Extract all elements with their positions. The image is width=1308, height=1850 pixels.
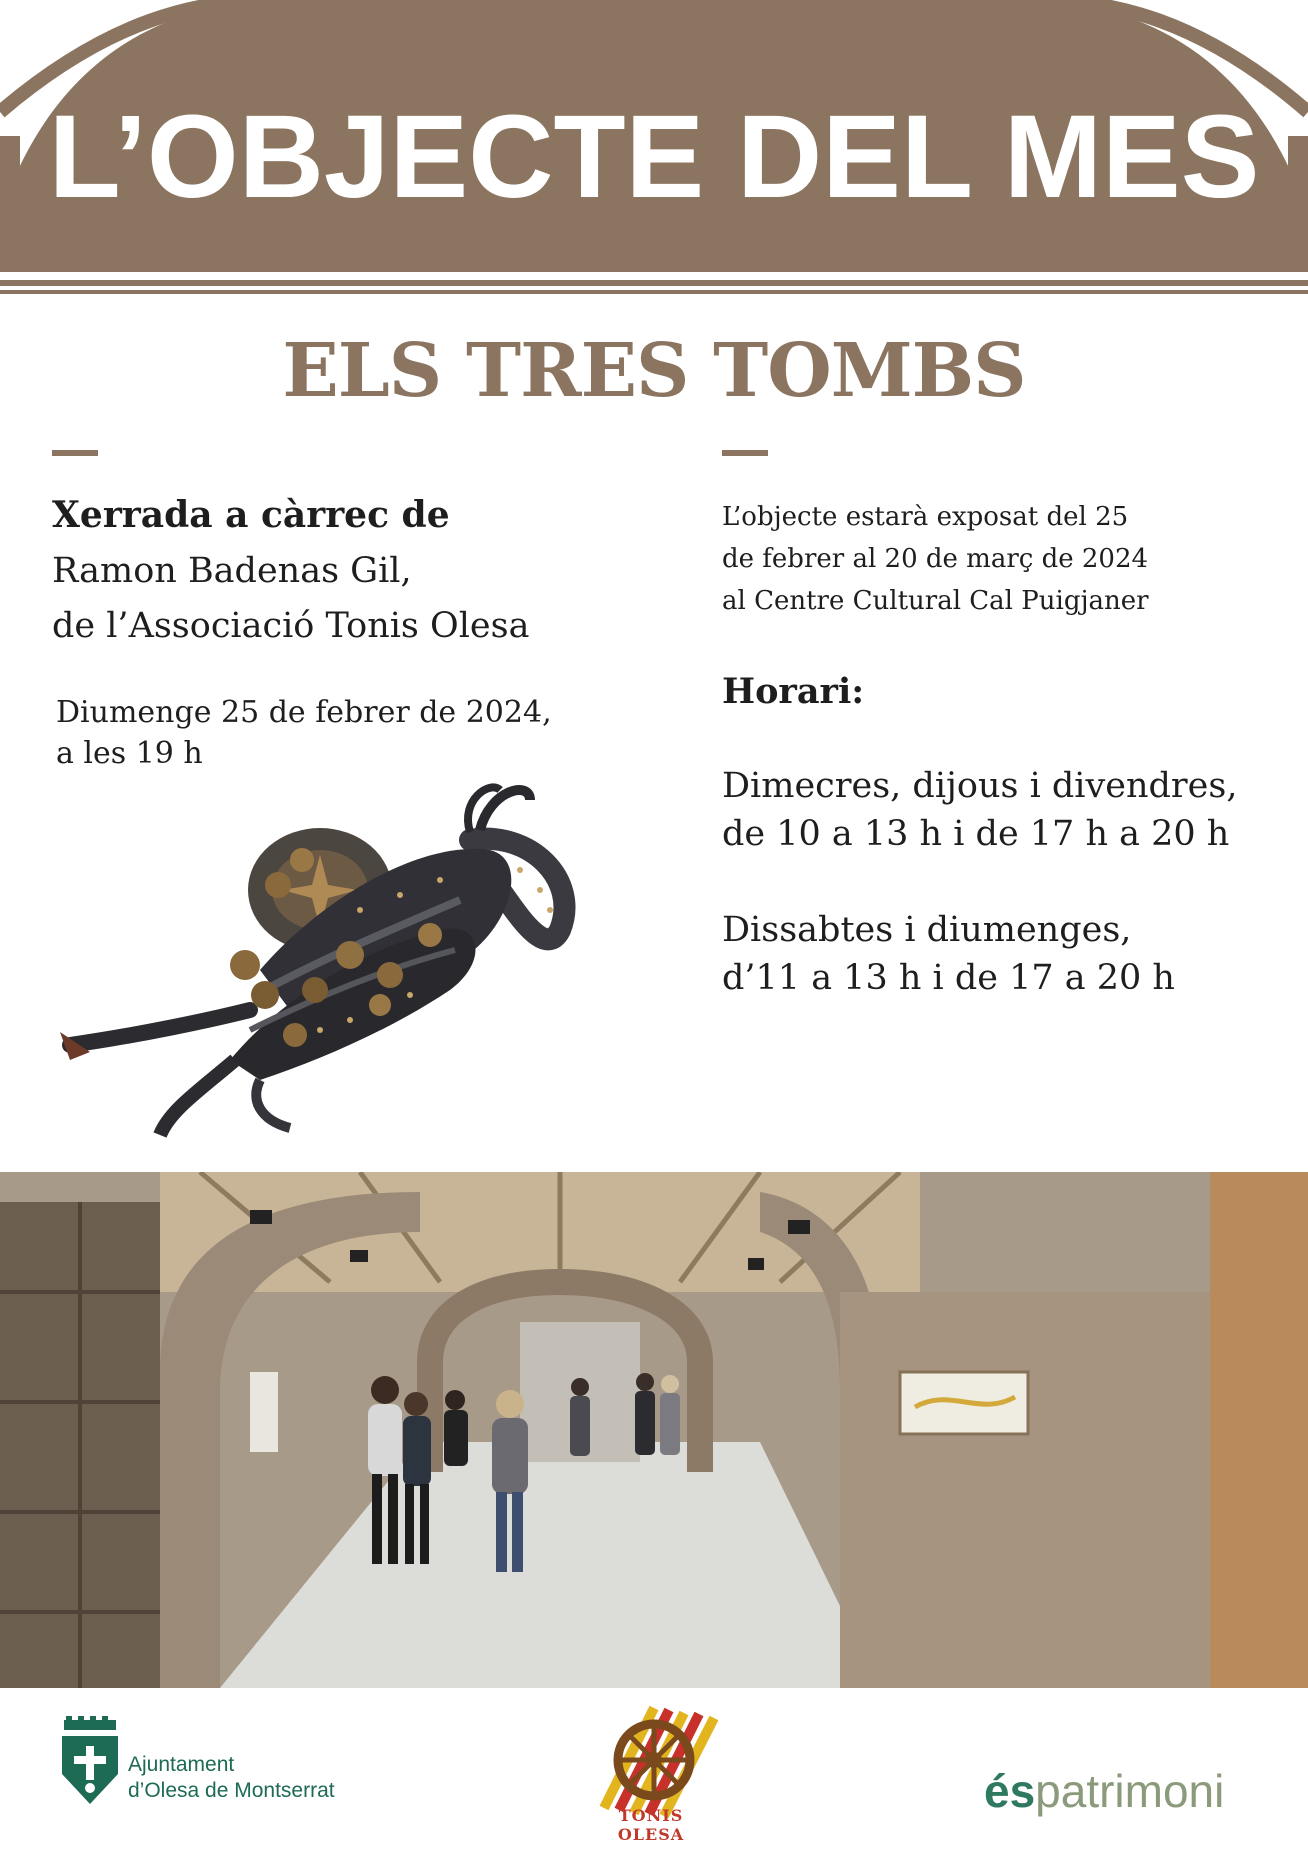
- exhibition-line-3: al Centre Cultural Cal Puigjaner: [722, 586, 1149, 616]
- schedule-weekday-hours: de 10 a 13 h i de 17 h a 20 h: [722, 814, 1230, 854]
- talk-speaker: Ramon Badenas Gil,: [52, 551, 412, 591]
- right-dash-divider: [722, 450, 768, 456]
- tonis-olesa-wheel-icon: [584, 1698, 724, 1818]
- header-title: L’OBJECTE DEL MES: [48, 91, 1260, 223]
- espatrimoni-bold: és: [984, 1765, 1036, 1817]
- talk-time: a les 19 h: [56, 736, 203, 771]
- exhibition-line-2: de febrer al 20 de març de 2024: [722, 544, 1149, 574]
- harness-object-image: [60, 760, 580, 1140]
- left-dash-divider: [52, 450, 98, 456]
- ajuntament-line-1: Ajuntament: [128, 1753, 235, 1776]
- header-banner: [0, 0, 1308, 300]
- schedule-weekdays: Dimecres, dijous i divendres,: [722, 766, 1238, 806]
- venue-photo: [0, 1172, 1308, 1688]
- ajuntament-line-2: d’Olesa de Montserrat: [128, 1779, 335, 1802]
- schedule-weekend-hours: d’11 a 13 h i de 17 a 20 h: [722, 958, 1175, 998]
- schedule-heading: Horari:: [722, 671, 865, 712]
- footer: [0, 1688, 1308, 1850]
- talk-association: de l’Associació Tonis Olesa: [52, 606, 530, 646]
- talk-heading: Xerrada a càrrec de: [52, 494, 450, 536]
- espatrimoni-rest: patrimoni: [1035, 1765, 1225, 1817]
- espatrimoni-logo: [984, 1764, 1224, 1818]
- exhibition-line-1: L’objecte estarà exposat del 25: [722, 502, 1129, 532]
- cultural-centre-interior-image: [0, 1172, 1308, 1688]
- ajuntament-label: [128, 1752, 335, 1804]
- talk-date: Diumenge 25 de febrer de 2024,: [56, 695, 552, 730]
- ajuntament-shield-icon: [58, 1716, 122, 1808]
- tonis-olesa-label: TONIS OLESA: [617, 1806, 685, 1844]
- page-title: ELS TRES TOMBS: [282, 328, 1026, 414]
- schedule-weekend: Dissabtes i diumenges,: [722, 910, 1132, 950]
